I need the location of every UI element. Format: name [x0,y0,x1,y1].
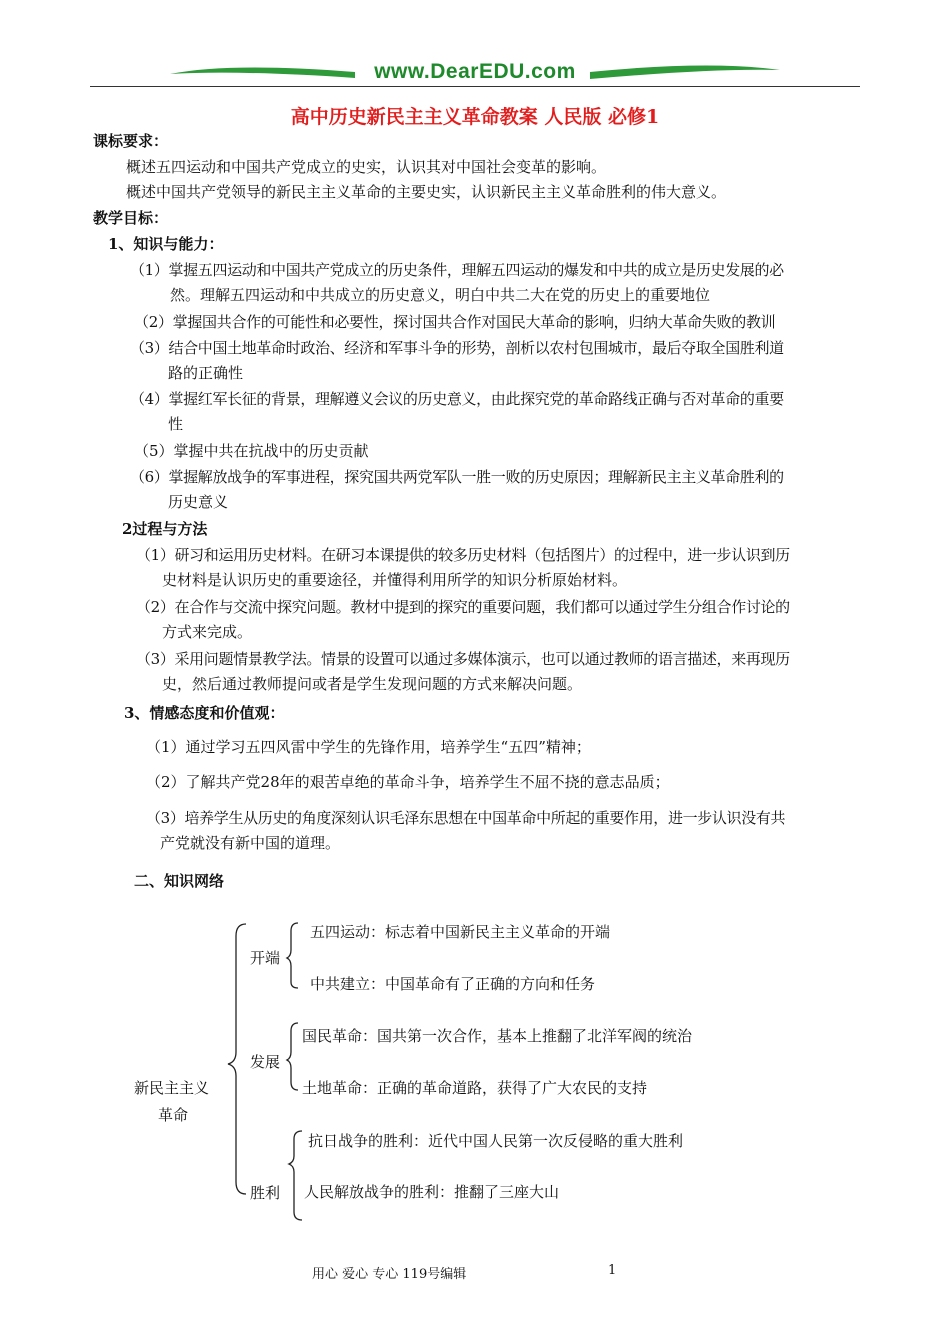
branch-item: 中共建立：中国革命有了正确的方向和任务 [310,975,596,993]
goal-item: （2）掌握国共合作的可能性和必要性，探讨国共合作对国民大革命的影响，归纳大革命失败的教训 [134,313,776,331]
network-root: 革命 [158,1106,189,1124]
logo-text: www.DearEDU.com [374,60,576,83]
goal-item-cont: 历史意义 [168,493,229,511]
goal-item: （6）掌握解放战争的军事进程，探究国共两党军队一胜一败的历史原因；理解新民主主义革命胜利的 [130,468,784,486]
branch-shengli: 胜利 [250,1184,281,1202]
guocheng-heading: 2过程与方法 [122,520,208,538]
method-item-cont: 方式来完成。 [162,623,253,641]
kebiao-heading: 课标要求： [93,132,169,150]
network-heading: 二、知识网络 [134,872,225,890]
branch-item: 国民革命：国共第一次合作，基本上推翻了北洋军阀的统治 [302,1027,693,1045]
branch-item: 土地革命：正确的革命道路，获得了广大农民的支持 [302,1079,648,1097]
goal-item-cont: 然。理解五四运动和中共成立的历史意义，明白中共二大在党的历史上的重要地位 [170,286,711,304]
kebiao-item: 概述中国共产党领导的新民主主义革命的主要史实，认识新民主主义革命胜利的伟大意义。 [126,183,727,201]
kebiao-item: 概述五四运动和中国共产党成立的史实，认识其对中国社会变革的影响。 [126,158,607,176]
method-item: （2）在合作与交流中探究问题。教材中提到的探究的重要问题，我们都可以通过学生分组合作讨论的 [136,598,790,616]
method-item-cont: 史材料是认识历史的重要途径，并懂得利用所学的知识分析原始材料。 [162,571,628,589]
method-item: （1）研习和运用历史材料。在研习本课提供的较多历史材料（包括图片）的过程中，进一步认识到历 [136,546,790,564]
branch-item: 抗日战争的胜利：近代中国人民第一次反侵略的重大胜利 [308,1132,684,1150]
page-number: 1 [608,1263,617,1278]
network-root: 新民主主义 [134,1079,210,1097]
goal-item: （4）掌握红军长征的背景，理解遵义会议的历史意义，由此探究党的革命路线正确与否对革命的重要 [130,390,784,408]
goal-item-cont: 路的正确性 [168,364,244,382]
attitude-item: （3）培养学生从历史的角度深刻认识毛泽东思想在中国革命中所起的重要作用，进一步认识没有共 [146,809,786,827]
goal-item-cont: 性 [168,415,184,433]
page-title: 高中历史新民主主义革命教案 人民版 必修1 [290,106,660,128]
goal-item: （3）结合中国土地革命时政治、经济和军事斗争的形势，剖析以农村包围城市，最后夺取全国胜利道 [130,339,784,357]
goal-item: （1）掌握五四运动和中国共产党成立的历史条件，理解五四运动的爆发和中共的成立是历史发展的必 [130,261,784,279]
branch-fazhan: 发展 [250,1053,281,1071]
branch-item: 五四运动：标志着中国新民主主义革命的开端 [310,923,611,941]
attitude-item: （2）了解共产党28年的艰苦卓绝的革命斗争，培养学生不屈不挠的意志品质； [146,773,670,791]
method-item-cont: 史，然后通过教师提问或者是学生发现问题的方式来解决问题。 [162,675,583,693]
method-item: （3）采用问题情景教学法。情景的设置可以通过多媒体演示，也可以通过教师的语言描述，来再现历 [136,650,790,668]
mubiao-heading: 教学目标： [93,209,169,227]
attitude-item-cont: 产党就没有新中国的道理。 [160,834,341,852]
qinggan-heading: 3、情感态度和价值观： [124,704,285,722]
branch-item: 人民解放战争的胜利：推翻了三座大山 [304,1183,560,1201]
goal-item: （5）掌握中共在抗战中的历史贡献 [134,442,369,460]
zhishi-heading: 1、知识与能力： [108,235,224,253]
branch-kaiduan: 开端 [250,949,281,967]
footer-text: 用心 爱心 专心 119号编辑 [312,1267,467,1282]
attitude-item: （1）通过学习五四风雷中学生的先锋作用，培养学生“五四”精神； [146,738,591,756]
